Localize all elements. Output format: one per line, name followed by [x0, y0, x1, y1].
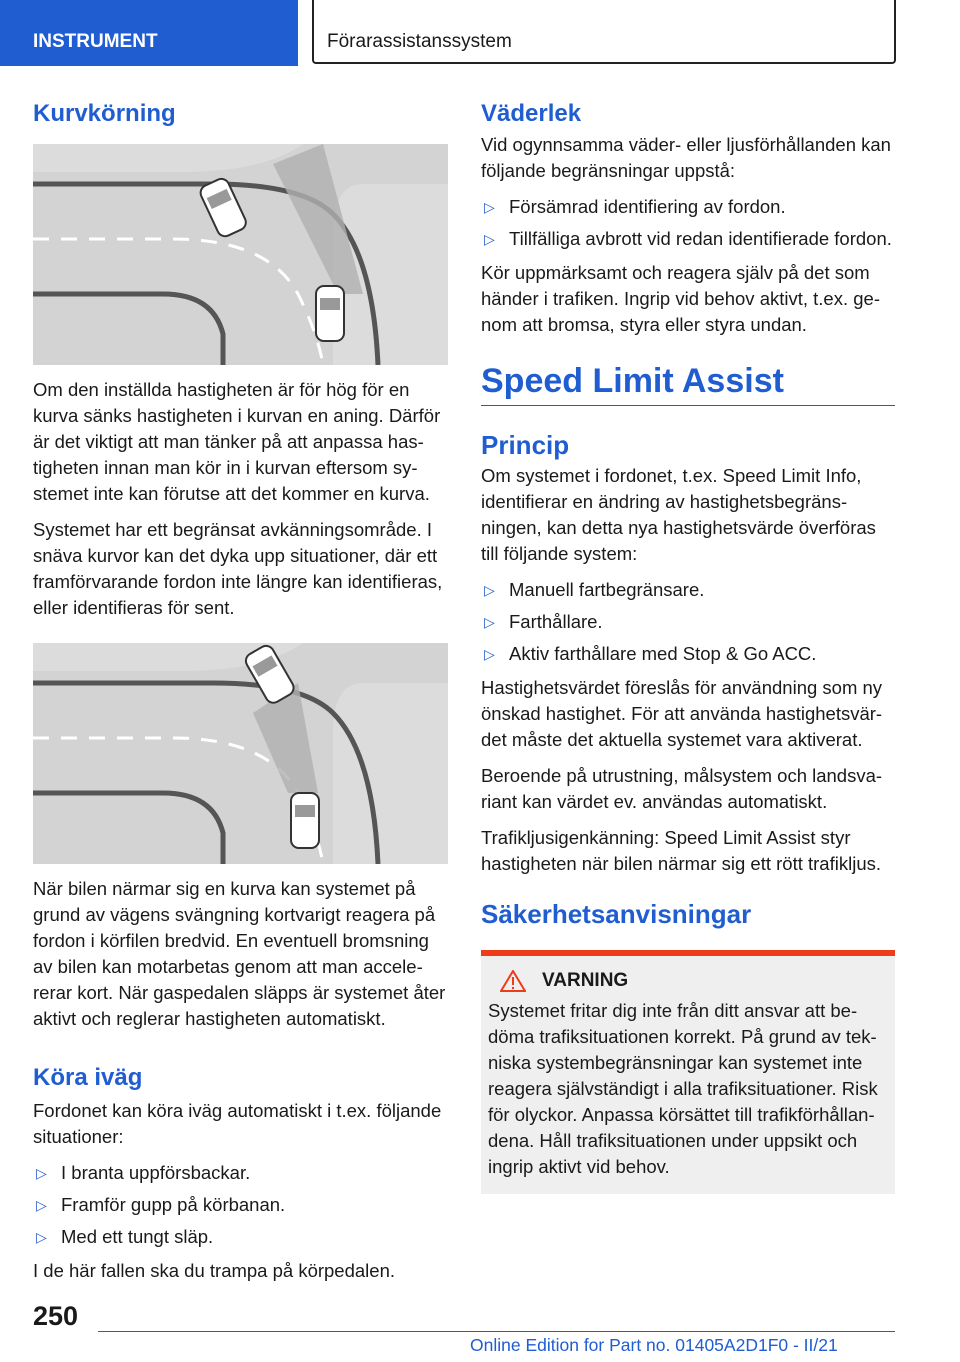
list-item: ▷ I branta uppförsbackar.	[33, 1160, 448, 1186]
list-item: ▷ Farthållare.	[481, 609, 895, 635]
drive-off-list	[33, 1160, 448, 1250]
paragraph: Beroende på utrustning, målsystem och landsvariant kan värdet ev. användas automatiskt.	[481, 765, 883, 812]
footer-edition: Online Edition for Part no. 01405A2D1F0 - II/21	[470, 1335, 838, 1355]
systems-list	[481, 577, 895, 667]
left-column	[33, 100, 448, 1294]
paragraph: I de här fallen ska du trampa på körpedalen.	[33, 1260, 396, 1281]
bullet-triangle-icon: ▷	[36, 1197, 47, 1213]
page-number: 250	[33, 1301, 79, 1331]
list-item: ▷ Manuell fartbegränsare.	[481, 577, 895, 603]
heading-speed-limit-assist: Speed Limit Assist	[481, 362, 784, 400]
speed-limit-assist-title-block	[481, 362, 895, 406]
list-item: ▷ Försämrad identifiering av fordon.	[481, 194, 895, 220]
section-label: INSTRUMENT	[33, 31, 158, 52]
paragraph: När bilen närmar sig en kurva kan systemet på grund av vägens svängning kortvarigt reagera på fordon i körfilen bredvid. En eventuell bromsning av bilen kan motarbetas genom att man accelererar kort. När gaspedalen släpps är systemet åter aktivt och reglerar hastigheten automatiskt.	[33, 878, 446, 1029]
weather-list	[481, 194, 895, 252]
warning-title: VARNING	[542, 970, 629, 991]
chapter-label: Förarassistanssystem	[327, 31, 512, 52]
bullet-triangle-icon: ▷	[484, 199, 495, 215]
bullet-triangle-icon: ▷	[484, 582, 495, 598]
heading-principle: Princip	[481, 430, 570, 460]
heading-drive-off: Köra iväg	[33, 1064, 143, 1091]
footer-divider	[98, 1331, 895, 1332]
paragraph: Om systemet i fordonet, t.ex. Speed Limit Info, identifierar en ändring av hastighetsbegränsningen, kan detta nya hastighetsvärde överföras till följande system:	[481, 465, 876, 564]
warning-text: Systemet fritar dig inte från ditt ansvar att bedöma trafiksituationen korrekt. På grund av tekniska systembegränsningar kan systemet inte reagera självständigt i alla trafiksituationer. Risk för olyckor. Anpassa körsättet till trafikförhållandena. Håll trafiksituationen under uppsikt och ingrip aktivt vid behov.	[488, 1000, 878, 1177]
curve-illustration-1	[33, 144, 448, 365]
paragraph: Trafikljusigenkänning: Speed Limit Assist styr hastigheten när bilen närmar sig ett rött trafikljus.	[481, 827, 881, 874]
list-item: ▷ Med ett tungt släp.	[33, 1224, 448, 1250]
curve-illustration-2	[33, 643, 448, 864]
section-tab	[0, 0, 298, 66]
list-item: ▷ Tillfälliga avbrott vid redan identifierade fordon.	[481, 226, 895, 252]
paragraph: Kör uppmärksamt och reagera själv på det som händer i trafiken. Ingrip vid behov aktivt, t.ex. genom att bromsa, styra eller styra undan.	[481, 262, 880, 335]
paragraph: Fordonet kan köra iväg automatiskt i t.ex. följande situationer:	[33, 1100, 442, 1147]
paragraph: Hastighetsvärdet föreslås för användning som ny önskad hastighet. För att använda hastighetsvärdet måste det aktuella systemet vara aktiverat.	[481, 677, 883, 750]
right-column	[481, 100, 895, 1194]
paragraph: Om den inställda hastigheten är för hög för en kurva sänks hastigheten i kurvan en aning. Därför är det viktigt att man tänker på att anpassa hastigheten innan man kör in i kurvan eftersom systemet inte kan förutse att det kommer en kurva.	[33, 379, 441, 504]
bullet-triangle-icon: ▷	[36, 1229, 47, 1245]
paragraph: Vid ogynnsamma väder- eller ljusförhållanden kan följande begränsningar uppstå:	[481, 134, 891, 181]
warning-triangle-icon	[500, 970, 526, 992]
bullet-triangle-icon: ▷	[484, 231, 495, 247]
bullet-triangle-icon: ▷	[36, 1165, 47, 1181]
heading-weather: Väderlek	[481, 100, 582, 127]
bullet-triangle-icon: ▷	[484, 646, 495, 662]
warning-title-row	[488, 970, 887, 992]
heading-curve: Kurvkörning	[33, 100, 176, 127]
list-item: ▷ Aktiv farthållare med Stop & Go ACC.	[481, 641, 895, 667]
bullet-triangle-icon: ▷	[484, 614, 495, 630]
warning-box	[481, 950, 895, 1194]
heading-safety: Säkerhetsanvisningar	[481, 899, 752, 929]
list-item: ▷ Framför gupp på körbanan.	[33, 1192, 448, 1218]
paragraph: Systemet har ett begränsat avkänningsområde. I snäva kurvor kan det dyka upp situationer, där ett framförvarande fordon inte längre kan identifieras, eller identifieras för sent.	[33, 519, 443, 618]
chapter-tab	[312, 0, 896, 64]
